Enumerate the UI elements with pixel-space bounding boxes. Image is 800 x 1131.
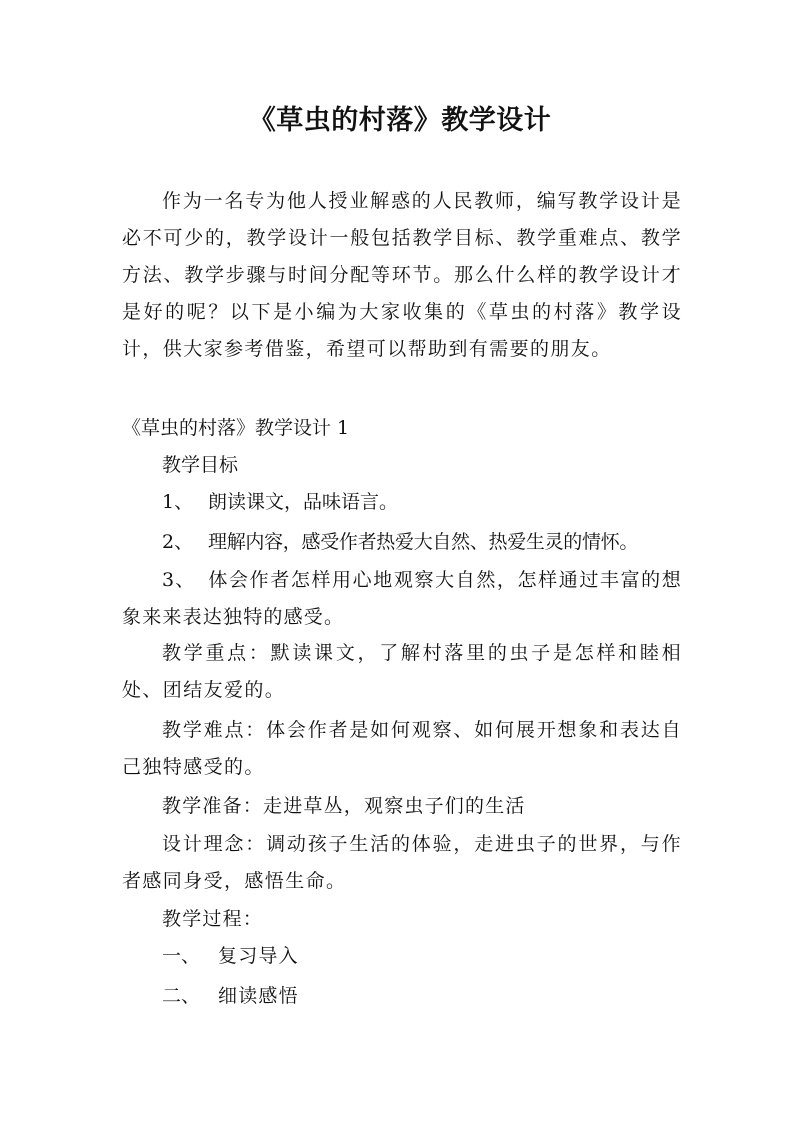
goal-text: 体会作者怎样用心地观察大自然，怎样通过丰富的想象来来表达独特的感受。 — [122, 569, 682, 628]
goal-text: 朗读课文，品味语言。 — [208, 491, 399, 513]
process-step-1 — [122, 938, 682, 975]
goal-number: 1、 — [162, 491, 194, 513]
process-heading: 教学过程： — [162, 908, 264, 930]
key-point-paragraph: 教学重点：默读课文，了解村落里的虫子是怎样和睦相处、团结友爱的。 — [122, 642, 682, 701]
step-number: 二、 — [162, 985, 201, 1007]
intro-paragraph: 作为一名专为他人授业解惑的人民教师，编写教学设计是必不可少的，教学设计一般包括教学目标、教学重难点、教学方法、教学步骤与时间分配等环节。那么什么样的教学设计才是好的呢？以下是小编为大家收集的《草虫的村落》教学设计，供大家参考借鉴，希望可以帮助到有需要的朋友。 — [122, 190, 682, 360]
goal-number: 2、 — [162, 531, 194, 553]
goal-item-2 — [122, 524, 682, 561]
document-title: 《草虫的村落》教学设计 — [248, 105, 552, 136]
step-text: 复习导入 — [218, 945, 299, 967]
goals-heading: 教学目标 — [162, 454, 239, 476]
goal-item-3 — [122, 562, 682, 636]
process-step-2 — [122, 978, 682, 1015]
goal-text: 理解内容，感受作者热爱大自然、热爱生灵的情怀。 — [208, 531, 639, 553]
goal-item-1 — [122, 484, 682, 521]
preparation-line: 教学准备：走进草丛，观察虫子们的生活 — [162, 795, 526, 817]
step-number: 一、 — [162, 945, 201, 967]
step-text: 细读感悟 — [218, 985, 299, 1007]
difficulty-paragraph: 教学难点：体会作者是如何观察、如何展开想象和表达自己独特感受的。 — [122, 719, 682, 778]
section-heading: 《草虫的村落》教学设计 1 — [122, 417, 350, 439]
concept-paragraph: 设计理念：调动孩子生活的体验，走进虫子的世界，与作者感同身受，感悟生命。 — [122, 833, 682, 892]
goal-number: 3、 — [162, 569, 196, 591]
